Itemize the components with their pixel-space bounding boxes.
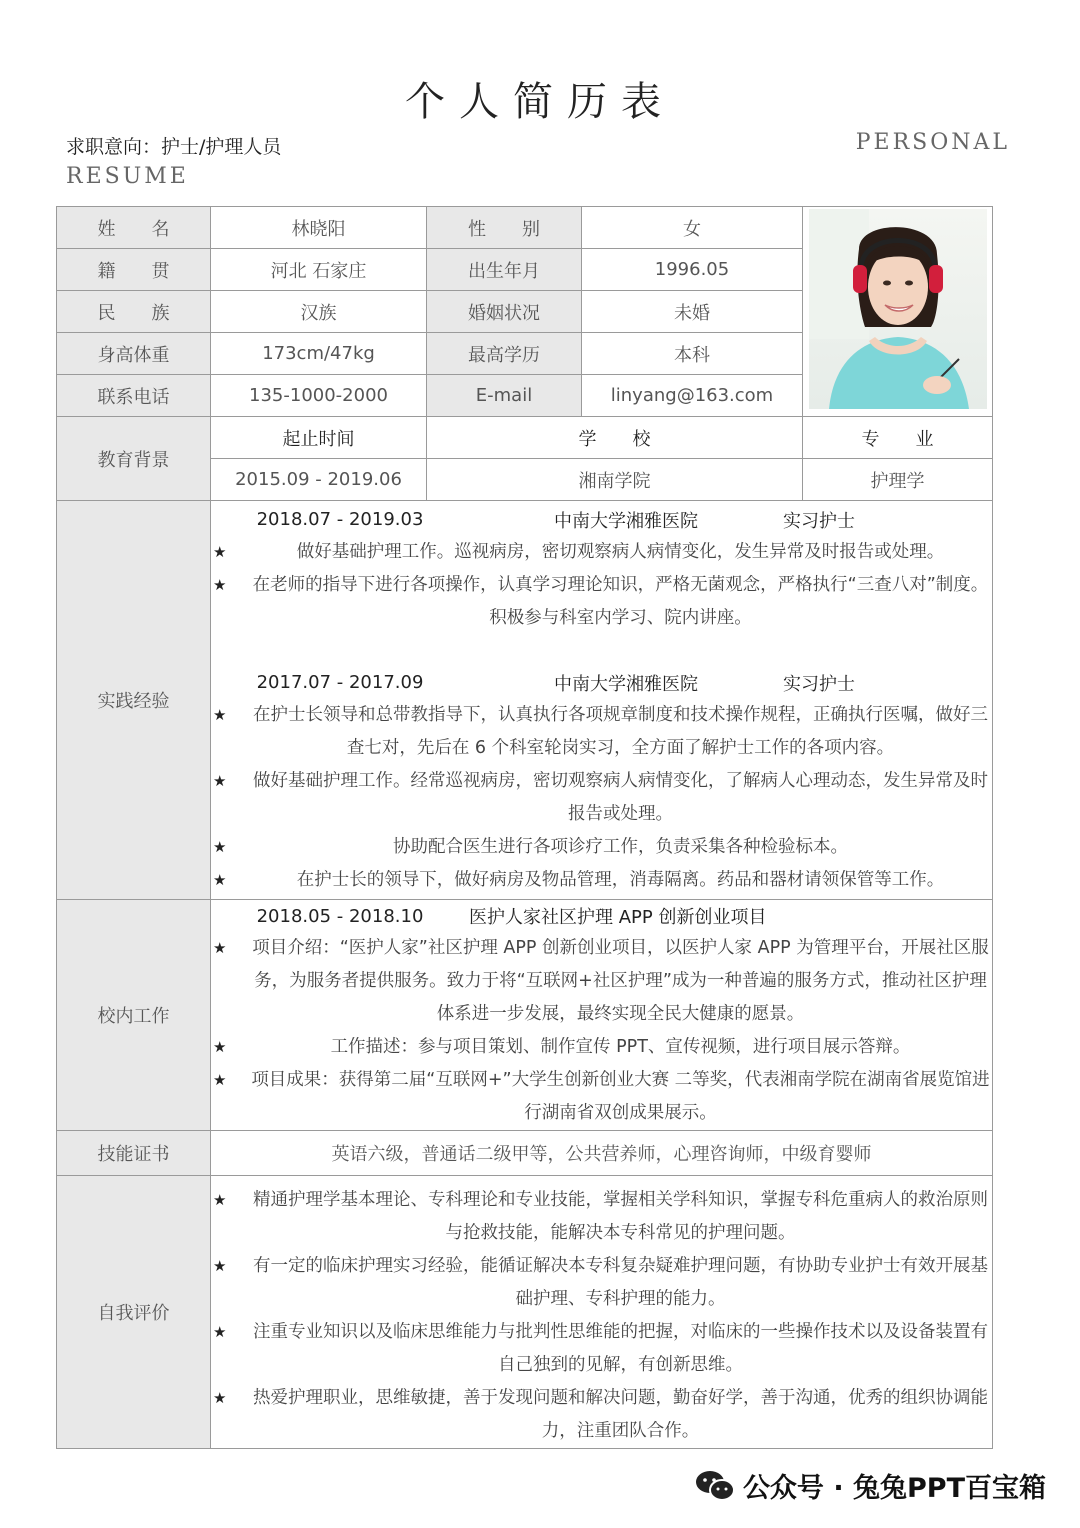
star-icon: ★	[213, 1038, 227, 1056]
edu-col-time: 起止时间	[211, 417, 427, 459]
entry-org: 中南大学湘雅医院	[554, 510, 698, 532]
star-icon: ★	[213, 1071, 227, 1089]
star-icon: ★	[213, 837, 227, 856]
wechat-icon	[695, 1469, 735, 1503]
star-icon: ★	[213, 870, 227, 889]
star-icon: ★	[213, 1389, 227, 1407]
list-item: ★ 热爱护理职业，思维敏捷，善于发现问题和解决问题，勤奋好学，善于沟通，优秀的组织协调能力，注重团队合作。	[211, 1382, 992, 1448]
list-item: ★ 做好基础护理工作。经常巡视病房，密切观察病人病情变化，了解病人心理动态，发生异常及时报告或处理。	[211, 765, 992, 831]
edu-label: 最高学历	[427, 333, 582, 375]
name-value: 林晓阳	[211, 207, 427, 249]
practice-content	[211, 501, 993, 900]
origin-value: 河北 石家庄	[211, 249, 427, 291]
body-value: 173cm/47kg	[211, 333, 427, 375]
photo-cell	[803, 207, 993, 417]
list-item: ★ 在护士长领导和总带教指导下，认真执行各项规章制度和技术操作规程，正确执行医嘱，做好三查七对，先后在 6 个科室轮岗实习，全方面了解护士工作的各项内容。	[211, 699, 992, 765]
ethnic-label: 民 族	[57, 291, 211, 333]
edu-school: 湘南学院	[427, 459, 803, 501]
phone-value: 135-1000-2000	[211, 375, 427, 417]
edu-time: 2015.09 - 2019.06	[211, 459, 427, 501]
list-item: ★ 项目成果：获得第二届“互联网+”大学生创新创业大赛 二等奖，代表湘南学院在湖南省展览馆进行湖南省双创成果展示。	[211, 1064, 992, 1130]
name-label: 姓 名	[57, 207, 211, 249]
entry-role: 实习护士	[783, 510, 855, 532]
skills-text: 英语六级，普通话二级甲等，公共营养师，心理咨询师，中级育婴师	[211, 1131, 993, 1176]
phone-label: 联系电话	[57, 375, 211, 417]
star-icon: ★	[213, 1323, 227, 1341]
practice-section-label: 实践经验	[57, 501, 211, 900]
skills-section-label: 技能证书	[57, 1131, 211, 1176]
campus-entry-head	[211, 900, 992, 932]
marital-label: 婚姻状况	[427, 291, 582, 333]
entry-role: 实习护士	[783, 673, 855, 695]
campus-content	[211, 900, 993, 1131]
birth-value: 1996.05	[582, 249, 803, 291]
list-item: ★ 工作描述：参与项目策划、制作宣传 PPT、宣传视频，进行项目展示答辩。	[211, 1031, 992, 1064]
star-icon: ★	[213, 1191, 227, 1209]
edu-major: 护理学	[803, 459, 993, 501]
ethnic-value: 汉族	[211, 291, 427, 333]
birth-label: 出生年月	[427, 249, 582, 291]
list-item: ★ 协助配合医生进行各项诊疗工作，负责采集各种检验标本。	[211, 831, 992, 864]
resume-table	[56, 206, 993, 1449]
entry-date: 2017.07 - 2017.09	[256, 672, 424, 693]
edu-col-school: 学 校	[427, 417, 803, 459]
entry-date: 2018.07 - 2019.03	[256, 509, 424, 530]
gender-label: 性 别	[427, 207, 582, 249]
list-item: ★ 注重专业知识以及临床思维能力与批判性思维能的把握，对临床的一些操作技术以及设备装置有自己独到的见解，有创新思维。	[211, 1316, 992, 1382]
edu-value: 本科	[582, 333, 803, 375]
self-eval-content	[211, 1176, 993, 1449]
profile-photo	[809, 209, 987, 409]
footer-watermark	[695, 1466, 1046, 1505]
list-item: ★ 精通护理学基本理论、专科理论和专业技能，掌握相关学科知识，掌握专科危重病人的救治原则与抢救技能，能解决本专科常见的护理问题。	[211, 1184, 992, 1250]
star-icon: ★	[213, 1257, 227, 1275]
list-item: ★ 有一定的临床护理实习经验，能循证解决本专科复杂疑难护理问题，有协助专业护士有效开展基础护理、专科护理的能力。	[211, 1250, 992, 1316]
footer-text: 公众号 · 兔兔PPT百宝箱	[742, 1473, 1046, 1504]
star-icon: ★	[213, 575, 227, 594]
email-value: linyang@163.com	[582, 375, 803, 417]
list-item: ★ 做好基础护理工作。巡视病房，密切观察病人病情变化，发生异常及时报告或处理。	[211, 536, 992, 569]
job-intent: 求职意向：护士/护理人员	[66, 136, 282, 158]
edu-col-major: 专 业	[803, 417, 993, 459]
origin-label: 籍 贯	[57, 249, 211, 291]
personal-word: PERSONAL	[855, 130, 1010, 155]
body-label: 身高体重	[57, 333, 211, 375]
gender-value: 女	[582, 207, 803, 249]
entry-date: 2018.05 - 2018.10	[256, 905, 424, 927]
campus-section-label: 校内工作	[57, 900, 211, 1131]
entry-org: 中南大学湘雅医院	[554, 673, 698, 695]
list-item: ★ 项目介绍：“医护人家”社区护理 APP 创新创业项目，以医护人家 APP 为管理平台，开展社区服务，为服务者提供服务。致力于将“互联网+社区护理”成为一种普遍的服务方式，推动社区护理体系进一步发展，最终实现全民大健康的愿景。	[211, 932, 992, 1031]
practice-entry-head	[211, 667, 992, 699]
star-icon: ★	[213, 771, 227, 790]
education-section-label: 教育背景	[57, 417, 211, 501]
practice-entry-head	[211, 504, 992, 536]
entry-project: 医护人家社区护理 APP 创新创业项目	[469, 907, 767, 928]
page-title: 个人简历表	[405, 79, 675, 125]
resume-word: RESUME	[66, 164, 189, 189]
star-icon: ★	[213, 939, 227, 957]
list-item: ★ 在护士长的领导下，做好病房及物品管理，消毒隔离。药品和器材请领保管等工作。	[211, 864, 992, 897]
star-icon: ★	[213, 542, 227, 561]
marital-value: 未婚	[582, 291, 803, 333]
self-eval-section-label: 自我评价	[57, 1176, 211, 1449]
list-item: ★ 在老师的指导下进行各项操作，认真学习理论知识，严格无菌观念，严格执行“三查八对”制度。积极参与科室内学习、院内讲座。	[211, 569, 992, 635]
star-icon: ★	[213, 705, 227, 724]
email-label: E-mail	[427, 375, 582, 417]
